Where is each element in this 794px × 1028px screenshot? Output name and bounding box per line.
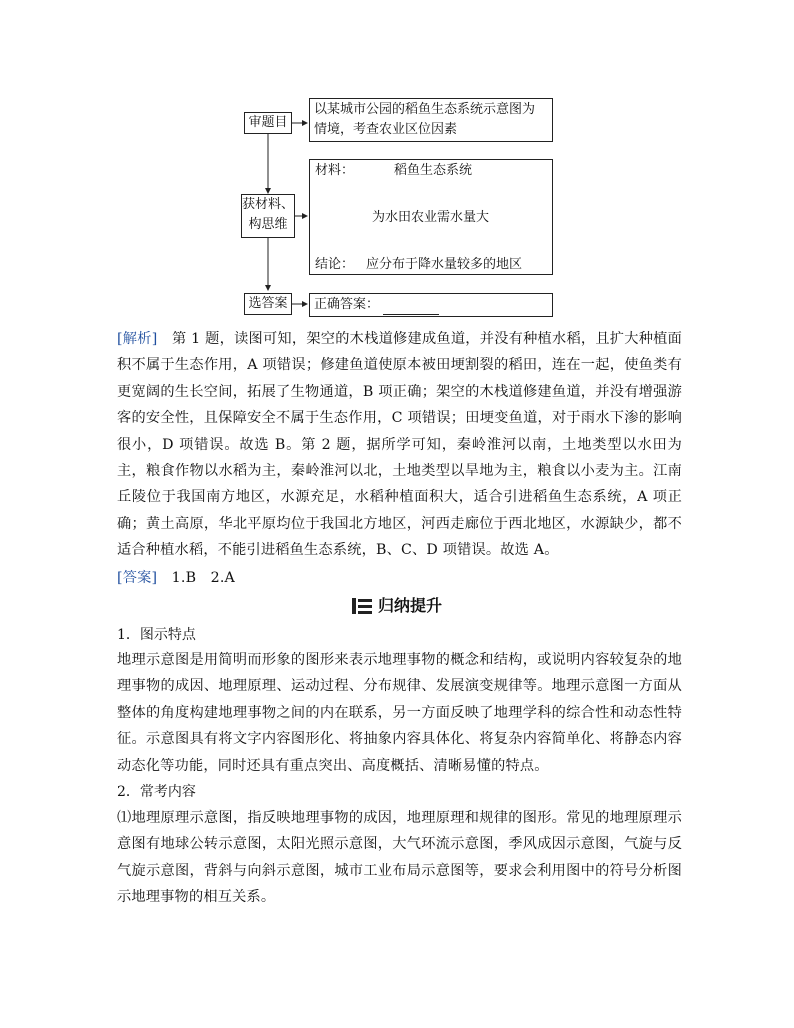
section-title-text: 归纳提升 bbox=[378, 596, 443, 615]
conclusion-label: 结论： bbox=[315, 257, 355, 272]
answer-tag: [答案] bbox=[117, 570, 158, 586]
point2-text: ⑴地理原理示意图，指反映地理事物的成因，地理原理和规律的图形。常见的地理原理示意图有地球公转示意图，太阳光照示意图，大气环流示意图，季风成因示意图，气旋与反气旋示意图，背斜与向斜示意图，城市工业布局示意图等，要求会利用图中的符号分析图示地理事物的相互关系。 bbox=[117, 810, 682, 906]
material-step-water-demand: 为水田农业需水量大 bbox=[372, 210, 490, 225]
question-context-box bbox=[309, 98, 553, 142]
point1-heading: 1．图示特点 bbox=[117, 627, 196, 643]
analysis-paragraph bbox=[117, 326, 682, 564]
node-choose-answer bbox=[244, 293, 292, 315]
node-review-question bbox=[244, 112, 292, 134]
answer-blank bbox=[383, 300, 439, 315]
answer-text: 1.B 2.A bbox=[157, 570, 235, 586]
point2-heading: 2．常考内容 bbox=[117, 784, 196, 800]
section-title bbox=[352, 594, 442, 618]
conclusion-text: 应分布于降水量较多的地区 bbox=[366, 257, 523, 272]
node-review-label: 审题目 bbox=[248, 115, 288, 130]
node-choose-answer-label: 选答案 bbox=[248, 296, 288, 311]
question-context-line1: 以某城市公园的稻鱼生态系统示意图为 bbox=[314, 102, 536, 117]
material-step-ecosystem: 稻鱼生态系统 bbox=[394, 163, 473, 178]
answer-box-label: 正确答案： bbox=[314, 297, 380, 312]
question-context-line2: 情境，考查农业区位因素 bbox=[314, 122, 458, 137]
node-get-material bbox=[241, 194, 295, 238]
material-box bbox=[309, 159, 553, 275]
list-icon bbox=[352, 597, 372, 615]
node-get-material-line1: 获材料、 bbox=[242, 197, 295, 212]
material-label: 材料： bbox=[315, 163, 355, 178]
answer-box bbox=[309, 293, 553, 317]
analysis-text: 第 1 题，读图可知，架空的木栈道修建成鱼道，并没有种植水稻，且扩大种植面积不属于生态作用，A 项错误；修建鱼道使原本被田埂割裂的稻田，连在一起，使鱼类有更宽阔的生长空间，拓展了生物通道，B 项正确；架空的木栈道修建鱼道，并没有增强游客的安全性，且保障安全不属于生态作用，C 项错误；田埂变鱼道，对于雨水下渗的影响很小，D 项错误。故选 B。第 2 题，据所学可知，秦岭淮河以南，土地类型以水田为主，粮食作物以水稻为主，秦岭淮河以北，土地类型以旱地为主，粮食以小麦为主。江南丘陵位于我国南方地区，水源充足，水稻种植面积大，适合引进稻鱼生态系统，A 项正确；黄土高原，华北平原均位于我国北方地区，河西走廊位于西北地区，水源缺少，都不适合种植水稻，不能引进稻鱼生态系统，B、C、D 项错误。故选 A。 bbox=[117, 331, 682, 559]
point1-text: 地理示意图是用简明而形象的图形来表示地理事物的概念和结构，或说明内容较复杂的地理事物的成因、地理原理、运动过程、分布规律、发展演变规律等。地理示意图一方面从整体的角度构建地理事物之间的内在联系，另一方面反映了地理学科的综合性和动态性特征。示意图具有将文字内容图形化、将抽象内容具体化、将复杂内容简单化、将静态内容动态化等功能，同时还具有重点突出、高度概括、清晰易懂的特点。 bbox=[117, 652, 682, 774]
node-get-material-line2: 构思维 bbox=[248, 217, 288, 232]
analysis-tag: [解析] bbox=[117, 331, 158, 347]
answer-paragraph bbox=[117, 565, 682, 591]
